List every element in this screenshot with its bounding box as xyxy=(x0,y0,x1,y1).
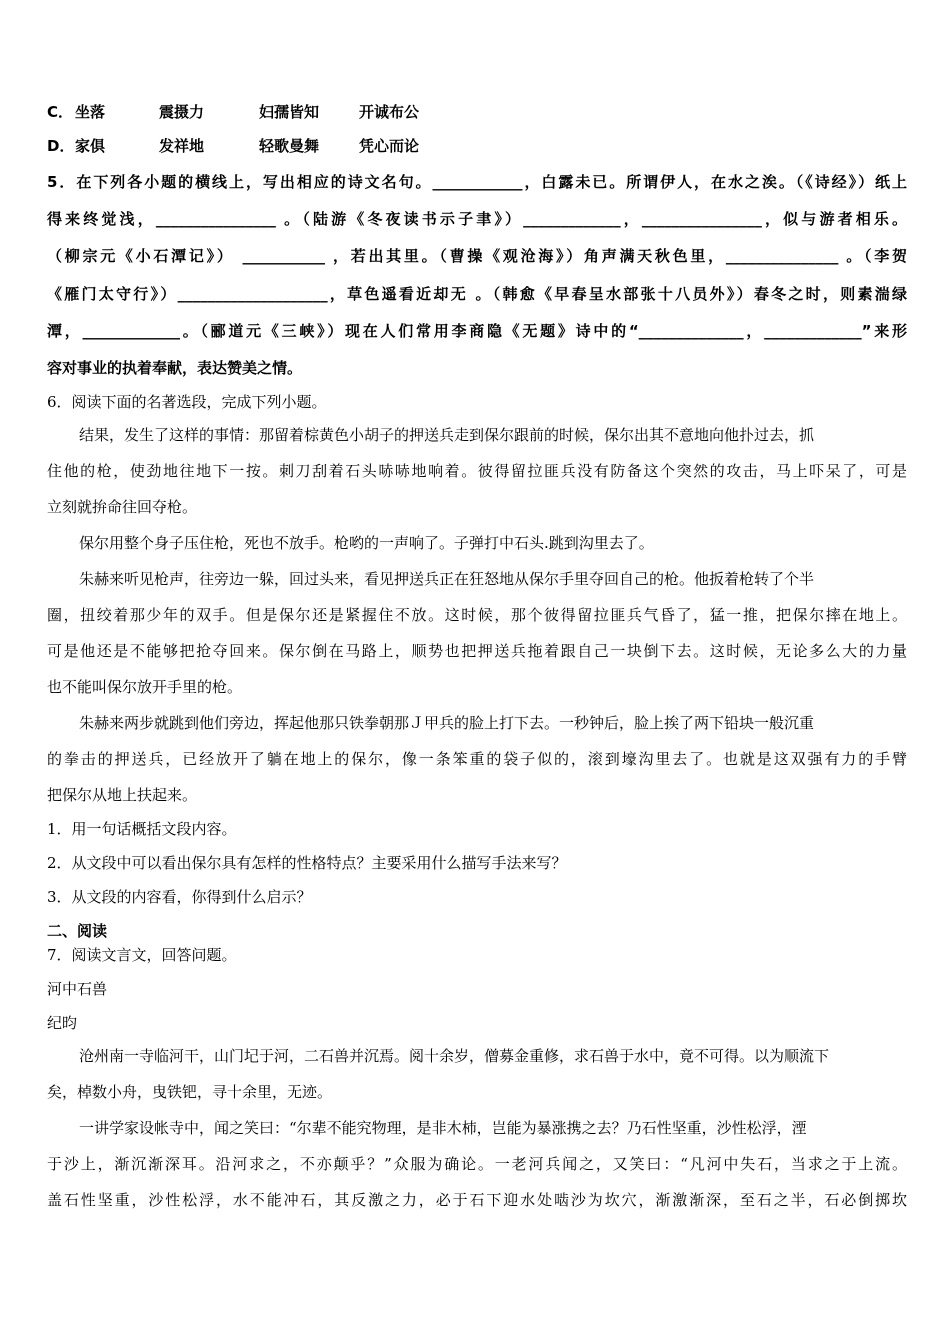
option-c-item: 开诚布公 xyxy=(359,103,420,121)
q6-passage-line: 保尔用整个身子压住枪，死也不放手。枪哟的一声响了。子弹打中石头.跳到沟里去了。 xyxy=(79,534,654,552)
q6-passage-line: 结果，发生了这样的事情：那留着棕黄色小胡子的押送兵走到保尔跟前的时候，保尔出其不意地向他扑过去，抓 xyxy=(79,426,815,444)
q6-passage-line: 的拳击的押送兵，已经放开了躺在地上的保尔，像一条笨重的袋子似的，滚到壕沟里去了。也就是这双强有力的手臂 xyxy=(47,750,907,768)
q6-passage-line: 住他的枪，使劲地往地下一按。刺刀刮着石头哧哧地响着。彼得留拉匪兵没有防备这个突然的攻击，马上吓呆了，可是 xyxy=(47,462,907,480)
option-d-label: D． xyxy=(47,137,75,155)
section-heading: 二、阅读 xyxy=(47,922,108,940)
q7-passage-line: 矣，棹数小舟，曳铁钯，寻十余里，无迹。 xyxy=(47,1083,333,1101)
q5-line: （柳宗元《小石潭记》） ___________ ，若出其里。（曹操《观沧海》）角声满天秋色里，_______________ 。（李贺 xyxy=(47,247,907,265)
q5-line: 5．在下列各小题的横线上，写出相应的诗文名句。____________，白露未已。所谓伊人，在水之涘。（《诗经》）纸上 xyxy=(47,173,907,191)
option-c-label: C． xyxy=(47,103,74,121)
option-d-item: 家俱 xyxy=(75,137,106,155)
q7-prompt: 7．阅读文言文，回答问题。 xyxy=(47,946,237,964)
q5-line: 潭，_____________。（郦道元《三峡》）现在人们常用李商隐《无题》诗中的“______________，_____________”来形 xyxy=(47,322,907,340)
q6-passage-line: 立刻就拚命往回夺枪。 xyxy=(47,498,198,516)
option-d-item: 凭心而论 xyxy=(359,137,420,155)
q7-passage-line: 一讲学家设帐寺中，闻之笑曰：“尔辈不能究物理，是非木杮，岂能为暴涨携之去？乃石性坚重，沙性松浮，湮 xyxy=(79,1119,807,1137)
q6-passage-line: 可是他还是不能够把抢夺回来。保尔倒在马路上，顺势也把押送兵拖着跟自己一块倒下去。这时候，无论多么大的力量 xyxy=(47,642,907,660)
q6-question: 2．从文段中可以看出保尔具有怎样的性格特点？主要采用什么描写手法来写？ xyxy=(47,854,567,872)
q6-passage-line: 朱赫来两步就跳到他们旁边，挥起他那只铁拳朝那Ｊ甲兵的脸上打下去。一秒钟后，脸上挨了两下铅块一般沉重 xyxy=(79,714,815,732)
passage-author: 纪昀 xyxy=(47,1014,78,1032)
option-d xyxy=(47,135,907,156)
q6-passage-line: 把保尔从地上扶起来。 xyxy=(47,786,198,804)
option-c xyxy=(47,101,907,122)
q6-prompt: 6．阅读下面的名著选段，完成下列小题。 xyxy=(47,393,327,411)
option-c-item: 妇孺皆知 xyxy=(259,103,320,121)
q5-line: 得来终觉浅，________________ 。（陆游《冬夜读书示子聿》）_____________，________________，似与游者相乐。 xyxy=(47,210,907,228)
q6-passage-line: 圈，扭绞着那少年的双手。但是保尔还是紧握住不放。这时候，那个彼得留拉匪兵气昏了，猛一推，把保尔摔在地上。 xyxy=(47,606,907,624)
passage-title: 河中石兽 xyxy=(47,980,108,998)
q6-passage-line: 朱赫来听见枪声，往旁边一躲，回过头来，看见押送兵正在狂怒地从保尔手里夺回自己的枪。他扳着枪转了个半 xyxy=(79,570,815,588)
q6-passage-line: 也不能叫保尔放开手里的枪。 xyxy=(47,678,243,696)
q7-passage-line: 盖石性坚重，沙性松浮，水不能冲石，其反激之力，必于石下迎水处啮沙为坎穴，渐激渐深，至石之半，石必倒掷坎 xyxy=(47,1191,907,1209)
option-d-item: 发祥地 xyxy=(159,137,205,155)
option-c-item: 震摄力 xyxy=(159,103,205,121)
option-c-item: 坐落 xyxy=(75,103,106,121)
q7-passage-line: 于沙上，渐沉渐深耳。沿河求之，不亦颠乎？”众服为确论。一老河兵闻之，又笑曰：“凡河中失石，当求之于上流。 xyxy=(47,1155,907,1173)
q5-line: 《雁门太守行》）____________________，草色遥看近却无 。（韩愈《早春呈水部张十八员外》）春冬之时，则素湍绿 xyxy=(47,285,907,303)
q7-passage-line: 沧州南一寺临河干，山门圮于河，二石兽并沉焉。阅十余岁，僧募金重修，求石兽于水中，竟不可得。以为顺流下 xyxy=(79,1047,830,1065)
q5-line: 容对事业的执着奉献，表达赞美之情。 xyxy=(47,359,303,377)
option-d-item: 轻歌曼舞 xyxy=(259,137,320,155)
q6-question: 1．用一句话概括文段内容。 xyxy=(47,820,237,838)
q6-question: 3．从文段的内容看，你得到什么启示？ xyxy=(47,888,312,906)
